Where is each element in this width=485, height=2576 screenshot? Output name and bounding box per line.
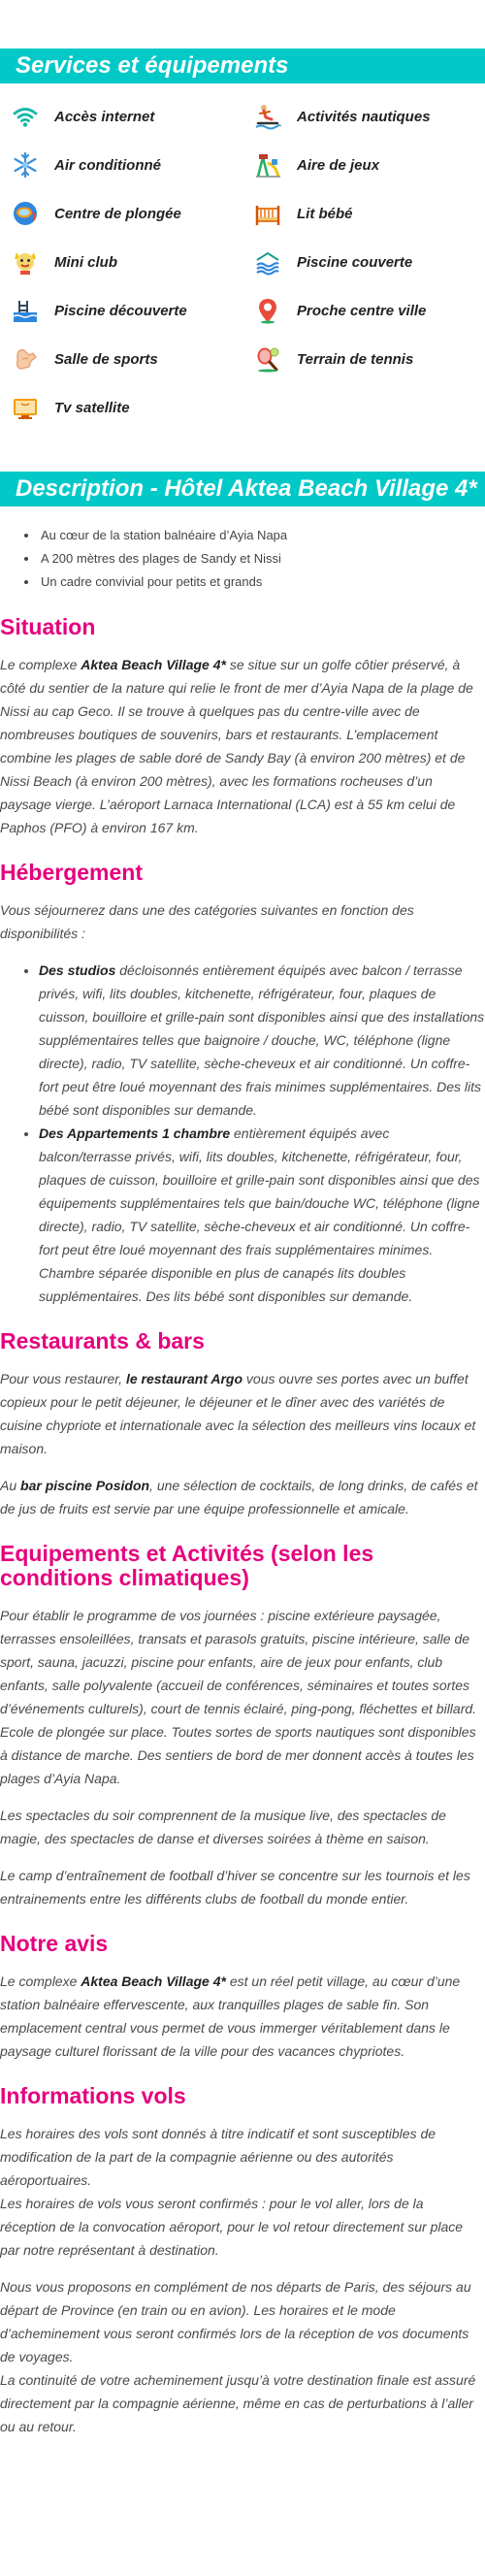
description-banner xyxy=(0,472,485,506)
avis-heading: Notre avis xyxy=(0,1931,109,1956)
text-segment: Nous vous proposons en complément de nos départs de Paris, des séjours au départ de Province (en train ou en avion). Les horaires et le mode d’acheminement vous seront confirmés lors de la réception de vos documents de voyages. xyxy=(0,2279,471,2364)
service-item-gym xyxy=(12,343,254,375)
water-sports-icon xyxy=(254,103,281,130)
restaurants-paragraph xyxy=(0,1367,485,1460)
services-grid xyxy=(12,101,485,423)
service-label: Salle de sports xyxy=(54,350,158,368)
services-section xyxy=(0,83,485,460)
equipements-paragraph: Pour établir le programme de vos journées : piscine extérieure paysagée, terrasses ensoleillées, transats et parasols gratuits, piscine intérieure, salle de sport, sauna, jacuzzi, piscine pour enfants, aire de jeux pour enfants, club enfants, salle polyvalente (accueil de conférences, séminaires et toutes sortes d’événements culturels), court de tennis éclairé, ping-pong, fléchettes et billard. Ecole de plongée sur place. Toutes sortes de sports nautiques sont disponibles à distance de marche. Des sentiers de bord de mer donnent accès à toutes les plages d’Ayia Napa. xyxy=(0,1608,477,1786)
hebergement-heading: Hébergement xyxy=(0,860,143,885)
text-segment: La continuité de votre acheminement jusqu’à votre destination finale est assuré directement par la compagnie aérienne, même en cas de perturbations à l’aller ou au retour. xyxy=(0,2372,476,2434)
list-item: • Au cœur de la station balnéaire d’Ayia Napa xyxy=(39,524,485,547)
situation-paragraph xyxy=(0,653,485,839)
equipements-heading: Equipements et Activités (selon les conditions climatiques) xyxy=(0,1541,374,1590)
tennis-icon xyxy=(254,345,281,373)
service-label: Tv satellite xyxy=(54,399,130,416)
service-item-miniclub xyxy=(12,246,254,277)
text-segment: se situe sur un golfe côtier préservé, à côté du sentier de la nature qui relie le front de mer d’Ayia Napa de la plage de Nissi au cap Geco. Il se trouve à quelques pas du centre-ville avec de nombreuses boutiques de souvenirs, bars et restaurants. L’emplacement combine les plages de sable doré de Sandy Bay (à environ 200 mètres) et de Nissi Beach (à environ 200 mètres), avec les formations rocheuses d’un paysage vierge. L’aéroport Larnaca International (LCA) est à 55 km celui de Paphos (PFO) à environ 167 km. xyxy=(0,657,473,835)
service-label: Air conditionné xyxy=(54,156,161,174)
room-type-name: Des studios xyxy=(39,962,116,978)
list-item: • A 200 mètres des plages de Sandy et Nissi xyxy=(39,547,485,571)
list-item xyxy=(39,959,485,1122)
shows-paragraph: Les spectacles du soir comprennent de la musique live, des spectacles de magie, des spectacles de danse et diverses soirées à thème en saison. xyxy=(0,1808,446,1846)
diving-icon xyxy=(12,200,39,227)
service-item-playground xyxy=(254,149,485,180)
service-item-tennis xyxy=(254,343,485,375)
description-title: Description - Hôtel Aktea Beach Village 4* xyxy=(16,475,477,502)
room-types-list xyxy=(0,959,485,1308)
service-item-ac xyxy=(12,149,254,180)
city-center-icon xyxy=(254,297,281,324)
service-label: Aire de jeux xyxy=(297,156,380,174)
restaurant-name: le restaurant Argo xyxy=(125,1371,243,1386)
text-segment: Le complexe xyxy=(0,1973,81,1989)
room-type-description: décloisonnés entièrement équipés avec balcon / terrasse privés, wifi, lits doubles, kitchenette, réfrigérateur, four, plaques de cuisson, bouilloire et grille-pain sont disponibles ainsi que des installations supplémentaires telles que baignoire / douche, WC, téléphone (ligne directe), radio, TV satellite, sèche-cheveux et air conditionné. Un coffre-fort peut être loué moyennant des frais minimes supplémentaires. Des lits bébé sont disponibles sur demande. xyxy=(39,962,485,1118)
hotel-name: Aktea Beach Village 4* xyxy=(81,657,226,672)
text-segment: , une sélection de cocktails, de long drinks, de cafés et de jus de fruits est servie par une équipe professionnelle et amicale. xyxy=(0,1478,478,1516)
services-title: Services et équipements xyxy=(16,52,289,79)
services-banner xyxy=(0,49,485,83)
text-segment: vous ouvre ses portes avec un buffet copieux pour le petit déjeuner, le déjeuner et le dîner avec des variétés de cuisine chypriote et internationale avec la sélection des meilleurs vins locaux et maison. xyxy=(0,1371,476,1456)
list-item: • Un cadre convivial pour petits et grands xyxy=(39,571,485,594)
service-item-tv xyxy=(12,392,254,423)
service-item-outdoor-pool xyxy=(12,295,254,326)
service-label: Mini club xyxy=(54,253,117,271)
room-type-name: Des Appartements 1 chambre xyxy=(39,1125,231,1141)
bar-name: bar piscine Posidon xyxy=(20,1478,150,1493)
text-segment: Les horaires des vols sont donnés à titre indicatif et sont susceptibles de modification de la part de la compagnie aérienne ou des autorités aéroportuaires. xyxy=(0,2126,436,2188)
service-item-indoor-pool xyxy=(254,246,485,277)
football-paragraph: Le camp d’entraînement de football d’hiver se concentre sur les tournois et les entrainements entre les différents clubs de football du monde entier. xyxy=(0,1868,470,1907)
text-segment: Au xyxy=(0,1478,21,1493)
bar-paragraph xyxy=(0,1474,485,1520)
restaurants-heading: Restaurants & bars xyxy=(0,1328,205,1353)
service-label: Activités nautiques xyxy=(297,108,431,125)
situation-heading: Situation xyxy=(0,614,96,639)
service-label: Terrain de tennis xyxy=(297,350,414,368)
vols-paragraph-2 xyxy=(0,2275,485,2438)
service-item-city-center xyxy=(254,295,485,326)
service-label: Centre de plongée xyxy=(54,205,181,222)
list-item xyxy=(39,1122,485,1308)
text-segment: Le complexe xyxy=(0,657,81,672)
kids-club-icon xyxy=(12,248,39,276)
text-segment: Pour vous restaurer, xyxy=(0,1371,126,1386)
playground-icon xyxy=(254,151,281,179)
tv-icon xyxy=(12,394,39,421)
crib-icon xyxy=(254,200,281,227)
room-type-description: entièrement équipés avec balcon/terrasse privés, wifi, lits doubles, kitchenette, réfrigérateur, four, plaques de cuisson, bouilloire et grille-pain sont disponibles ainsi que des équipements supplémentaires tels que bain/douche WC, téléphone (ligne directe), radio, TV satellite, sèche-cheveux et air conditionné. Un coffre-fort peut être loué moyennant des frais supplémentaires minimes. Chambre séparée disponible en plus de canapés lits doubles supplémentaires. Des lits bébé sont disponibles sur demande. xyxy=(39,1125,480,1304)
service-label: Lit bébé xyxy=(297,205,353,222)
hebergement-intro: Vous séjournerez dans une des catégories suivantes en fonction des disponibilités : xyxy=(0,902,414,941)
snowflake-icon xyxy=(12,151,39,179)
service-label: Piscine découverte xyxy=(54,302,187,319)
avis-paragraph xyxy=(0,1970,485,2063)
vols-paragraph-1 xyxy=(0,2122,485,2262)
service-label: Piscine couverte xyxy=(297,253,413,271)
outdoor-pool-icon xyxy=(12,297,39,324)
gym-icon xyxy=(12,345,39,373)
indoor-pool-icon xyxy=(254,248,281,276)
service-label: Proche centre ville xyxy=(297,302,427,319)
text-segment: est un réel petit village, au cœur d’une station balnéaire effervescente, aux tranquilles plages de sable fin. Son emplacement central vous permet de vous immerger véritablement dans le paysage culturel florissant de la ville pour des vacances chypriotes. xyxy=(0,1973,461,2059)
hotel-name: Aktea Beach Village 4* xyxy=(81,1973,226,1989)
service-item-internet xyxy=(12,101,254,132)
vols-heading: Informations vols xyxy=(0,2083,186,2108)
wifi-icon xyxy=(12,103,39,130)
service-item-nautical xyxy=(254,101,485,132)
service-item-crib xyxy=(254,198,485,229)
service-label: Accès internet xyxy=(54,108,155,125)
service-item-diving xyxy=(12,198,254,229)
text-segment: Les horaires de vols vous seront confirmés : pour le vol aller, lors de la réception de la convocation aéroport, pour le vol retour directement sur place par notre représentant à destination. xyxy=(0,2196,464,2258)
highlights-list xyxy=(0,524,485,594)
